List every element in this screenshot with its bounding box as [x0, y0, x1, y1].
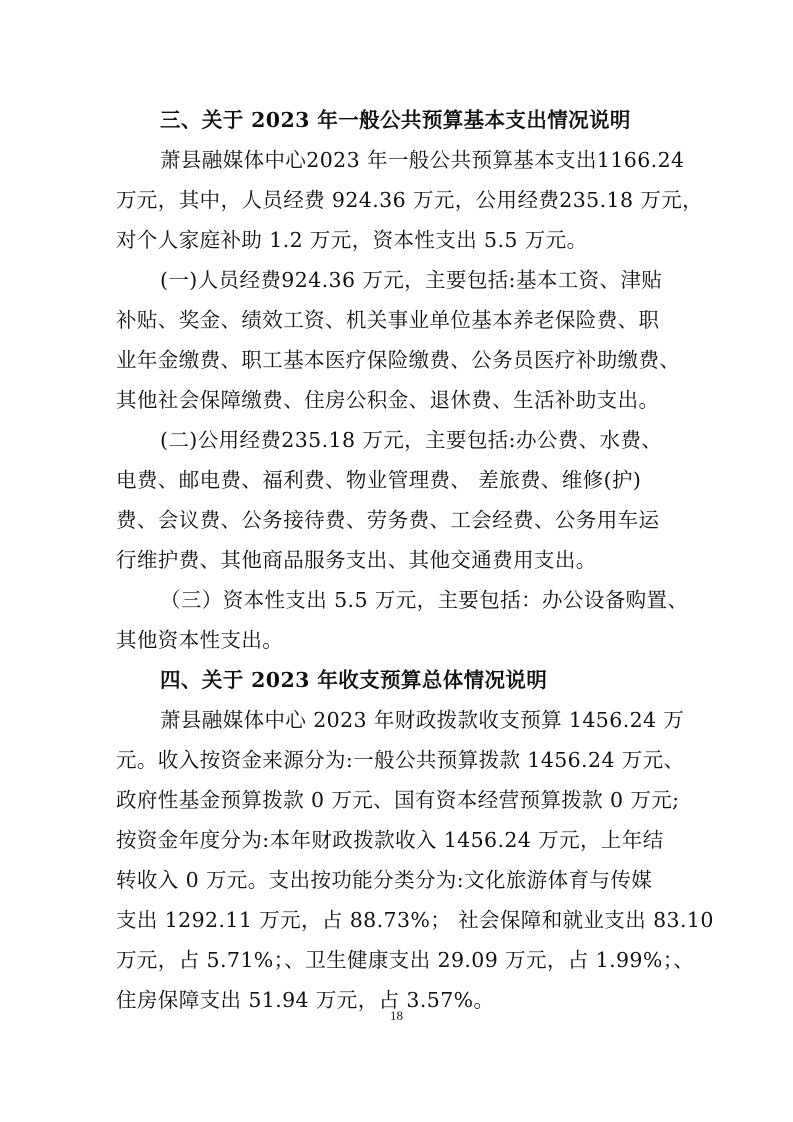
section-3-paragraph-2-line-2: 补贴、奖金、绩效工资、机关事业单位基本养老保险费、职: [116, 308, 660, 332]
section-4-paragraph-line-3: 政府性基金预算拨款 0 万元、国有资本经营预算拨款 0 万元;: [116, 788, 680, 812]
section-3-paragraph-1-line-2: 万元，其中，人员经费 924.36 万元，公用经费235.18 万元，: [116, 188, 704, 212]
section-3-paragraph-4-line-1: （三）资本性支出 5.5 万元，主要包括：办公设备购置、: [160, 588, 689, 612]
section-3-paragraph-1-line-1: 萧县融媒体中心2023 年一般公共预算基本支出1166.24: [160, 148, 685, 172]
section-4-paragraph-line-7: 万元，占 5.71%；、卫生健康支出 29.09 万元，占 1.99%；、: [116, 948, 695, 972]
section-4-paragraph-line-6: 支出 1292.11 万元，占 88.73%； 社会保障和就业支出 83.10: [116, 908, 714, 932]
section-3-paragraph-2-line-1: (一)人员经费924.36 万元，主要包括:基本工资、津贴: [160, 268, 663, 292]
section-3-paragraph-3-line-1: (二)公用经费235.18 万元，主要包括:办公费、水费、: [160, 428, 663, 452]
section-3-paragraph-3-line-4: 行维护费、其他商品服务支出、其他交通费用支出。: [116, 548, 597, 572]
section-3-paragraph-2-line-3: 业年金缴费、职工基本医疗保险缴费、公务员医疗补助缴费、: [116, 348, 681, 372]
page-number: 18: [390, 1008, 403, 1023]
section-3-paragraph-4-line-2: 其他资本性支出。: [116, 628, 284, 652]
section-3-heading: 三、关于 2023 年一般公共预算基本支出情况说明: [160, 108, 631, 132]
section-4-paragraph-line-2: 元。收入按资金来源分为:一般公共预算拨款 1456.24 万元、: [116, 748, 685, 772]
section-3-paragraph-3-line-3: 费、会议费、公务接待费、劳务费、工会经费、公务用车运: [116, 508, 660, 532]
section-4-paragraph-line-5: 转收入 0 万元。支出按功能分类分为:文化旅游体育与传媒: [116, 868, 653, 892]
section-4-heading: 四、关于 2023 年收支预算总体情况说明: [160, 668, 548, 692]
section-3-paragraph-3-line-2: 电费、邮电费、福利费、物业管理费、 差旅费、维修(护): [116, 468, 642, 492]
section-3-paragraph-2-line-4: 其他社会保障缴费、住房公积金、退休费、生活补助支出。: [116, 388, 660, 412]
section-4-paragraph-line-4: 按资金年度分为:本年财政拨款收入 1456.24 万元，上年结: [116, 828, 664, 852]
section-4-paragraph-line-8: 住房保障支出 51.94 万元，占 3.57%。: [116, 988, 495, 1012]
section-4-paragraph-line-1: 萧县融媒体中心 2023 年财政拨款收支预算 1456.24 万: [160, 708, 685, 732]
section-3-paragraph-1-line-3: 对个人家庭补助 1.2 万元，资本性支出 5.5 万元。: [116, 228, 588, 252]
